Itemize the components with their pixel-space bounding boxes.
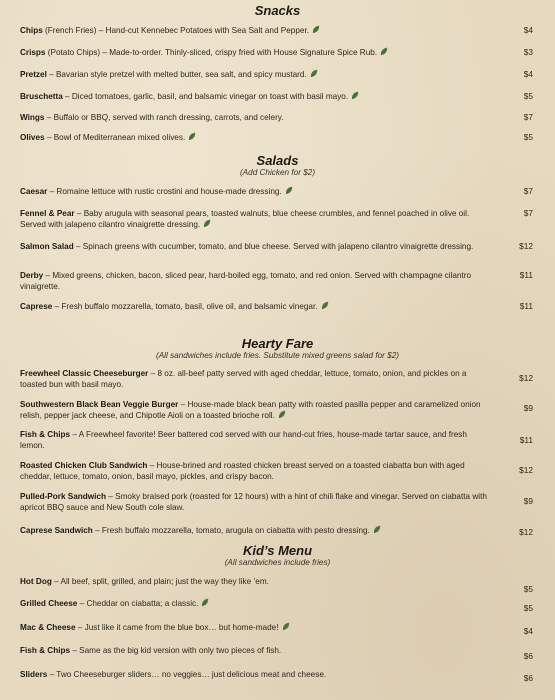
item-price: $4 xyxy=(523,626,533,636)
basil-leaf-icon xyxy=(351,91,359,100)
section-title-kids-menu: Kid’s Menu xyxy=(242,543,313,558)
item-price: $5 xyxy=(523,603,533,613)
item-price: $5 xyxy=(523,132,533,142)
menu-item: Fennel & Pear – Baby arugula with seasonal pears, toasted walnuts, blue cheese crumbles, and fennel poached in olive oil. Served with jalapeno cilantro vinaigrette dressing. xyxy=(20,209,470,229)
menu-item: Crisps (Potato Chips) – Made-to-order. Thinly-sliced, crispy fried with House Signature Spice Rub. xyxy=(20,47,490,58)
basil-leaf-icon xyxy=(373,525,381,534)
basil-leaf-icon xyxy=(201,598,209,607)
menu-item: Southwestern Black Bean Veggie Burger – House-made black bean patty with roasted pasilla pepper and caramelized onion relish, pepper jack cheese, and Chipotle Aioli on a toasted brioche roll. xyxy=(20,400,481,420)
section-note-hearty-fare: (All sandwiches include fries. Substitute mixed greens salad for $2) xyxy=(155,351,399,360)
basil-leaf-icon xyxy=(312,25,320,34)
item-price: $3 xyxy=(523,47,533,57)
section-note-kids-menu: (All sandwiches include fries) xyxy=(224,558,331,567)
basil-leaf-icon xyxy=(203,219,211,228)
item-price: $7 xyxy=(523,186,533,196)
menu-item: Caprese Sandwich – Fresh buffalo mozzarella, tomato, arugula on ciabatta with pesto dressing. xyxy=(20,525,490,536)
section-title-snacks: Snacks xyxy=(254,3,301,18)
basil-leaf-icon xyxy=(282,622,290,631)
menu-item: Caprese – Fresh buffalo mozzarella, tomato, basil, olive oil, and balsamic vinegar. xyxy=(20,301,490,312)
item-price: $12 xyxy=(519,373,533,383)
menu-item: Roasted Chicken Club Sandwich – House-brined and roasted chicken breast served on a toasted ciabatta bun with aged cheddar, lettuce, tomato, onion, basil mayo, pickles, and crispy bacon. xyxy=(20,461,465,481)
section-title-salads: Salads xyxy=(256,153,299,168)
basil-leaf-icon xyxy=(285,186,293,195)
menu-item: Freewheel Classic Cheeseburger – 8 oz. all-beef patty served with aged cheddar, lettuce, tomato, onion, and pickles on a toasted bun with basil mayo. xyxy=(20,369,467,389)
section-title-hearty-fare: Hearty Fare xyxy=(241,336,314,351)
section-note-salads: (Add Chicken for $2) xyxy=(239,168,316,177)
item-price: $5 xyxy=(523,584,533,594)
menu-item: Caesar – Romaine lettuce with rustic crostini and house-made dressing. xyxy=(20,186,490,197)
item-price: $12 xyxy=(519,527,533,537)
menu-item: Pulled-Pork Sandwich – Smoky braised pork (roasted for 12 hours) with a hint of chili flake and vinegar. Served on ciabatta with apricot BBQ sauce and New South cole slaw. xyxy=(20,492,487,512)
menu-item: Olives – Bowl of Mediterranean mixed olives. xyxy=(20,132,490,143)
menu-item: Mac & Cheese – Just like it came from the blue box… but home-made! xyxy=(20,622,490,633)
item-price: $11 xyxy=(519,435,533,445)
menu-item: Sliders – Two Cheeseburger sliders… no veggies… just delicious meat and cheese. xyxy=(20,670,327,679)
basil-leaf-icon xyxy=(321,301,329,310)
basil-leaf-icon xyxy=(310,69,318,78)
menu-item: Pretzel – Bavarian style pretzel with melted butter, sea salt, and spicy mustard. xyxy=(20,69,490,80)
menu-item: Wings – Buffalo or BBQ, served with ranch dressing, carrots, and celery. xyxy=(20,113,284,122)
basil-leaf-icon xyxy=(188,132,196,141)
item-price: $5 xyxy=(523,91,533,101)
menu-item: Hot Dog – All beef, split, grilled, and plain; just the way they like ’em. xyxy=(20,577,269,586)
menu-item: Derby – Mixed greens, chicken, bacon, sliced pear, hard-boiled egg, tomato, and red onion. Served with champagne cilantro vinaigrette. xyxy=(20,271,472,291)
menu-item: Fish & Chips – Same as the big kid version with only two pieces of fish. xyxy=(20,646,282,655)
menu-item: Grilled Cheese – Cheddar on ciabatta; a classic. xyxy=(20,598,490,609)
menu-item: Bruschetta – Diced tomatoes, garlic, basil, and balsamic vinegar on toast with basil mayo. xyxy=(20,91,490,102)
item-price: $9 xyxy=(523,496,533,506)
basil-leaf-icon xyxy=(278,410,286,419)
item-price: $6 xyxy=(523,651,533,661)
item-price: $12 xyxy=(519,241,533,251)
item-price: $7 xyxy=(523,112,533,122)
menu-item: Salmon Salad – Spinach greens with cucumber, tomato, and blue cheese. Served with jalapeno cilantro vinaigrette dressing. xyxy=(20,242,474,251)
item-price: $7 xyxy=(523,208,533,218)
item-price: $4 xyxy=(523,25,533,35)
item-price: $6 xyxy=(523,673,533,683)
basil-leaf-icon xyxy=(380,47,388,56)
menu-item: Fish & Chips – A Freewheel favorite! Beer battered cod served with our hand-cut fries, house-made tartar sauce, and fresh lemon. xyxy=(20,430,467,450)
item-price: $11 xyxy=(519,301,533,311)
item-price: $11 xyxy=(519,270,533,280)
item-price: $12 xyxy=(519,465,533,475)
item-price: $9 xyxy=(523,403,533,413)
menu-item: Chips (French Fries) – Hand-cut Kennebec Potatoes with Sea Salt and Pepper. xyxy=(20,25,490,36)
item-price: $4 xyxy=(523,69,533,79)
